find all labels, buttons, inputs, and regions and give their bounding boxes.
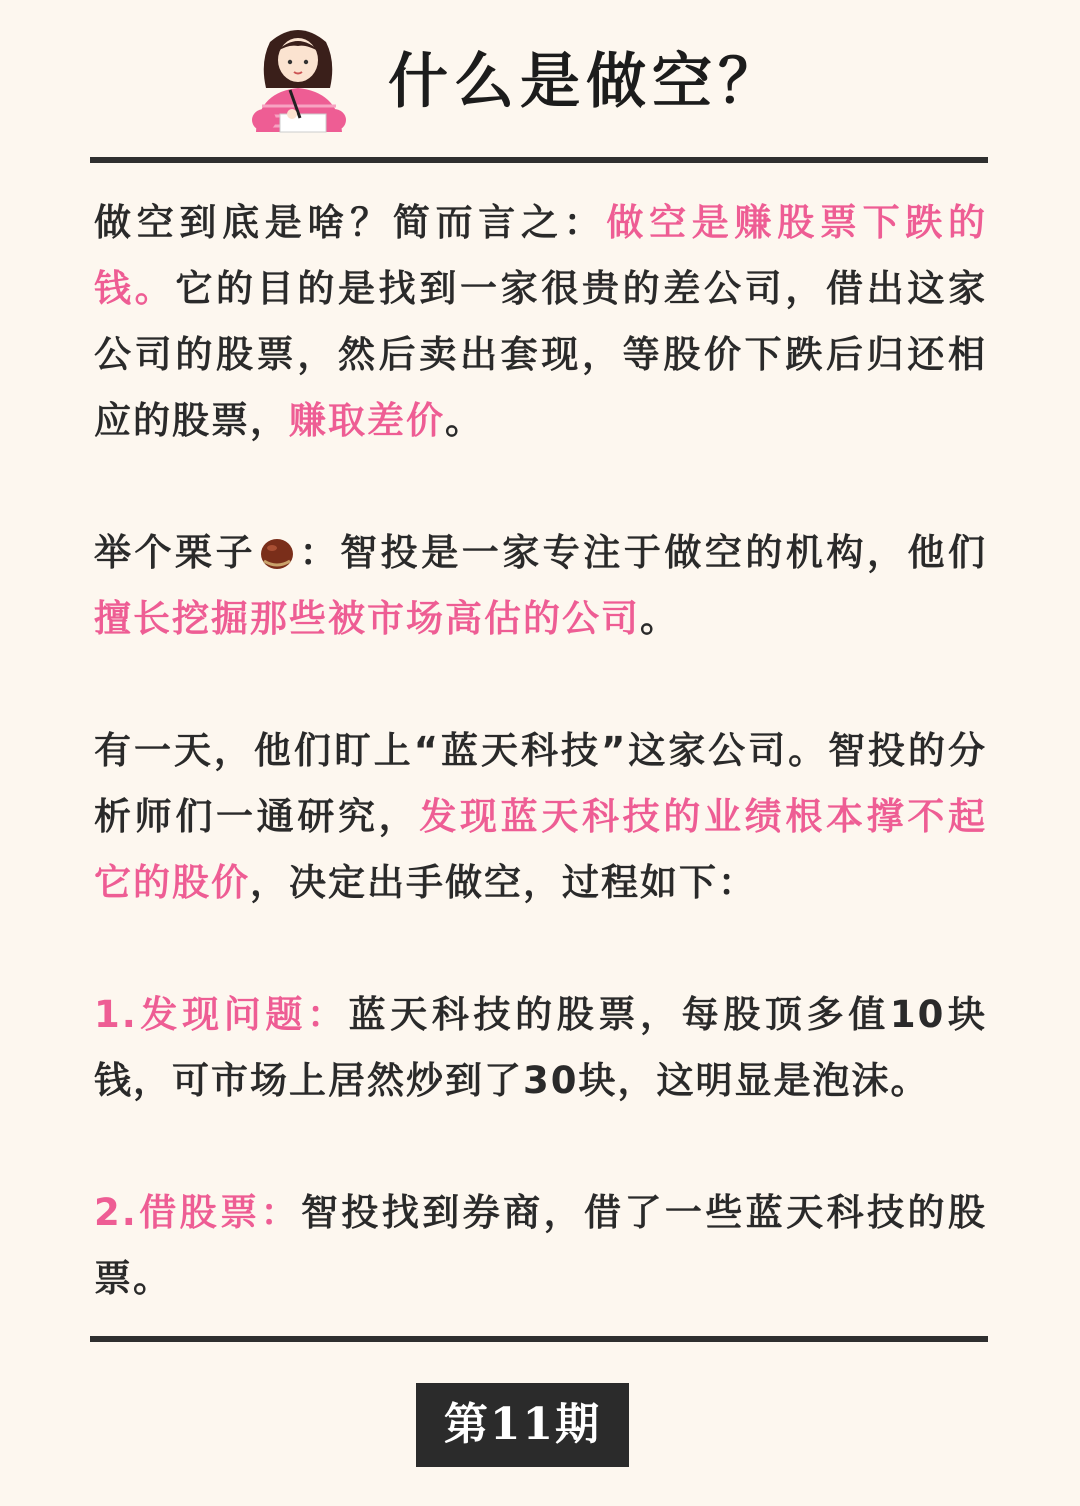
highlight-text: 擅长挖掘那些被市场高估的公司 — [94, 597, 640, 640]
text: 做空到底是啥？简而言之： — [94, 201, 607, 244]
text: 举个栗子 — [94, 531, 257, 574]
text: 。 — [445, 399, 484, 442]
paragraph-step-1 — [94, 982, 987, 1114]
step-label: 2.借股票： — [94, 1191, 301, 1234]
issue-badge: 第11期 — [416, 1383, 629, 1467]
text: ，决定出手做空，过程如下： — [250, 861, 757, 904]
text: 它的目的是找到一家很贵的差公司，借出这家公司的股票，然后卖出套现，等股价下跌后归还相应的股票， — [94, 267, 988, 442]
step-label: 1.发现问题： — [94, 993, 349, 1036]
highlight-text: 赚取差价 — [289, 399, 445, 442]
paragraph-step-2 — [94, 1180, 987, 1312]
header — [0, 0, 1080, 150]
bottom-divider — [90, 1336, 988, 1342]
article-body — [94, 190, 987, 1378]
girl-writing-icon — [240, 22, 358, 134]
chestnut-icon — [258, 533, 296, 571]
paragraph-definition — [94, 190, 987, 454]
paragraph-example — [94, 520, 987, 652]
text: 蓝天科技的股票，每股顶多值10块钱，可市场上居然炒到了30块，这明显是泡沫。 — [94, 993, 987, 1102]
page-title: 什么是做空？ — [388, 47, 784, 117]
highlight-text: 发现蓝天科技的业绩根本撑不起它的股价 — [94, 795, 988, 904]
text: 有一天，他们盯上“蓝天科技”这家公司。智投的分析师们一通研究， — [94, 729, 987, 838]
top-divider — [90, 157, 988, 163]
text: 。 — [640, 597, 679, 640]
text: ：智投是一家专注于做空的机构，他们 — [298, 531, 988, 574]
paragraph-story — [94, 718, 987, 916]
text: 智投找到券商，借了一些蓝天科技的股票。 — [94, 1191, 987, 1300]
highlight-text: 做空是赚股票下跌的钱。 — [94, 201, 988, 310]
